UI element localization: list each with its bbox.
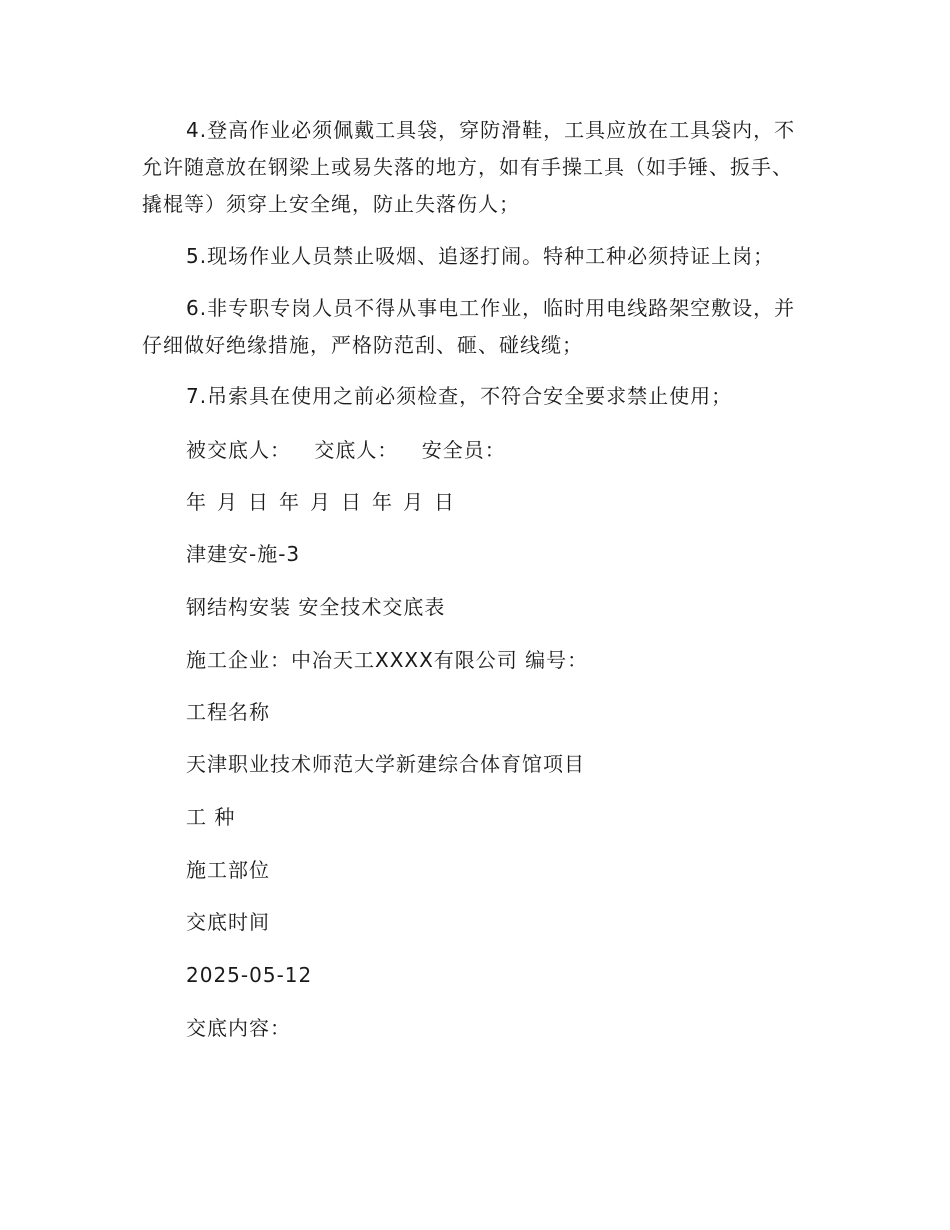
date-month-1: 月 xyxy=(217,490,238,514)
date-day-2: 日 xyxy=(341,490,362,514)
date-year-2: 年 xyxy=(279,490,300,514)
paragraph-item-4: 4.登高作业必须佩戴工具袋，穿防滑鞋，工具应放在工具袋内，不允许随意放在钢梁上或易失落的地方，如有手操工具（如手锤、扳手、撬棍等）须穿上安全绳，防止失落伤人； xyxy=(142,118,796,216)
content-label: 交底内容： xyxy=(186,1016,291,1040)
location-label: 施工部位 xyxy=(186,858,270,882)
project-name-value: 天津职业技术师范大学新建综合体育馆项目 xyxy=(186,752,585,776)
trade-label: 工 种 xyxy=(186,805,236,829)
date-month-2: 月 xyxy=(310,490,331,514)
date-year-1: 年 xyxy=(186,490,207,514)
signature-row xyxy=(186,436,522,464)
safety-officer-label: 安全员： xyxy=(421,438,506,462)
date-day-1: 日 xyxy=(248,490,269,514)
paragraph-item-6: 6.非专职专岗人员不得从事电工作业，临时用电线路架空敷设，并仔细做好绝缘措施，严格防范刮、砸、碰线缆； xyxy=(142,296,796,357)
paragraph-item-5: 5.现场作业人员禁止吸烟、追逐打闹。特种工种必须持证上岗； xyxy=(186,244,775,268)
form-title: 钢结构安装 安全技术交底表 xyxy=(186,595,446,619)
presenter-label: 交底人： xyxy=(314,438,399,462)
project-name-label: 工程名称 xyxy=(186,700,270,724)
date-year-3: 年 xyxy=(372,490,393,514)
form-code: 津建安-施-3 xyxy=(186,542,301,566)
recipient-label: 被交底人： xyxy=(186,438,291,462)
paragraph-item-7: 7.吊索具在使用之前必须检查，不符合安全要求禁止使用； xyxy=(186,384,733,408)
date-month-3: 月 xyxy=(403,490,424,514)
time-value: 2025-05-12 xyxy=(186,963,313,987)
date-day-3: 日 xyxy=(434,490,455,514)
date-row xyxy=(186,488,465,516)
time-label: 交底时间 xyxy=(186,910,270,934)
company-line: 施工企业：中冶天工XXXX有限公司 编号： xyxy=(186,648,589,672)
